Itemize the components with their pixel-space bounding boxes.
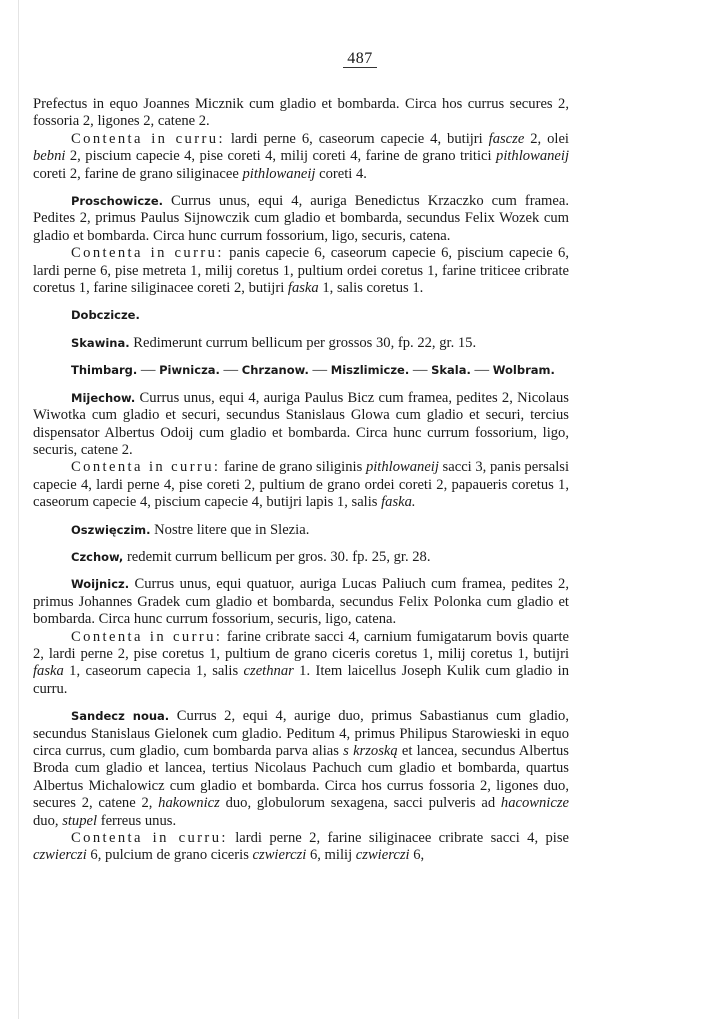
italic-term: czethnar: [243, 663, 294, 680]
paragraph: [33, 390, 569, 460]
text-run: Currus unus, equi 4, auriga Paulus Bicz cum framea, pedites 2, Nicolaus Wiwotka cum gladio et securi, secundus Stanislaus Glowa cum gladio et securi, tercius dispensator Albertus Odoij cum gladio et bombarda. Circa hunc currum fossorium, ligo, securis, catene 2.: [33, 389, 569, 458]
text-run: farine cribrate sacci 4, carnium fumigatarum bovis quarte 2, lardi perne 2, pise coretus 1, pultium de grano ciceris coretus 1, milij coretus 1, butijri: [33, 628, 569, 662]
italic-term: hacownicze: [500, 795, 569, 812]
contenta-heading: Contenta in curru:: [71, 130, 225, 147]
place-heading: Skala.: [431, 363, 471, 378]
place-heading: Wolbram.: [492, 363, 555, 378]
paragraph: [33, 830, 569, 865]
text-run: 2, olei: [524, 130, 569, 147]
italic-term: faska: [287, 280, 319, 297]
place-heading: Proschowicze.: [71, 194, 163, 209]
page-number: [0, 50, 720, 68]
text-run: —: [470, 362, 493, 379]
contenta-heading: Contenta in curru:: [71, 628, 223, 645]
text-run: farine de grano siliginis: [220, 459, 366, 476]
italic-term: pithlowaneij: [365, 459, 439, 476]
text-run: —: [137, 362, 160, 379]
text-run: ferreus unus.: [97, 812, 177, 829]
paragraph: [33, 459, 569, 511]
italic-term: pithlowaneij: [242, 165, 316, 182]
text-run: Currus 2, equi 4, aurige duo, primus Sabastianus cum gladio, secundus Stanislaus Gielonek cum gladio. Peditum 4, primus Philipus Starowieski in equo circa currus, cum gladio, cum bombarda parva alias: [33, 708, 569, 759]
paragraph: [33, 96, 569, 131]
text-run: —: [409, 362, 432, 379]
italic-term: faska: [33, 663, 64, 680]
text-run: sacci 3, panis persalsi capecie 4, lardi perne 4, pise coreti 2, pultium de grano ordei coreti 2, papaueris coretus 1, caseorum capecie 4, piscium capecie 4, butijri lapis 1, salis: [33, 459, 570, 511]
contenta-heading: Contenta in curru:: [71, 459, 221, 476]
text-run: 1, caseorum capecia 1, salis: [63, 663, 244, 680]
place-heading: Mijechow.: [71, 390, 136, 405]
italic-term: fascze: [488, 130, 525, 147]
place-heading: Dobczicze.: [71, 308, 140, 323]
text-run: Currus unus, equi 4, auriga Benedictus Krzaczko cum framea. Pedites 2, primus Paulus Sijnowczik cum gladio et bombarda, secundus Felix Wozek cum gladio et bombarda. Circa hunc currum fossorium, ligo, securis, catena.: [33, 193, 569, 244]
text-run: lardi perne 2, farine siliginacee cribrate sacci 4, pise: [227, 830, 569, 847]
paragraph: [33, 245, 569, 297]
place-heading: Thimbarg.: [71, 363, 138, 378]
page-number-text: 487: [343, 50, 377, 68]
place-heading: Czchow,: [71, 549, 124, 564]
text-run: duo, globulorum sexagena, sacci pulveris ad: [219, 795, 501, 812]
italic-term: czwierczi: [355, 847, 410, 864]
text-run: 1, salis coretus 1.: [318, 280, 424, 297]
italic-term: bebni: [33, 148, 66, 165]
place-heading: Sandecz noua.: [71, 709, 170, 724]
text-run: Nostre litere que in Slezia.: [150, 521, 310, 538]
paragraph: [33, 549, 569, 566]
paragraph: [33, 307, 569, 324]
paragraph: [33, 522, 569, 539]
text-run: coreti 2, farine de grano siliginacee: [33, 165, 243, 182]
paragraph: [33, 193, 569, 245]
paragraph: [33, 576, 569, 628]
text-run: redemit currum bellicum per gros. 30. fp. 25, gr. 28.: [123, 548, 431, 565]
text-run: Prefectus in equo Joannes Micznik cum gladio et bombarda. Circa hos currus secures 2, fossoria 2, ligones 2, catene 2.: [33, 96, 569, 130]
italic-term: pithlowaneij: [496, 148, 569, 165]
contenta-heading: Contenta in curru:: [71, 245, 224, 262]
place-heading: Chrzanow.: [241, 363, 309, 378]
text-run: lardi perne 6, caseorum capecie 4, butijri: [224, 130, 489, 147]
place-heading: Oszwięczim.: [71, 522, 151, 537]
text-run: —: [308, 362, 331, 379]
text-run: Redimerunt currum bellicum per grossos 30, fp. 22, gr. 15.: [129, 334, 477, 351]
contenta-heading: Contenta in curru:: [71, 830, 228, 847]
place-heading: Miszlimicze.: [330, 363, 410, 378]
italic-term: faska.: [381, 494, 416, 511]
paragraph: [33, 335, 569, 352]
italic-term: s krzoską: [343, 743, 398, 759]
text-run: coreti 4.: [315, 165, 367, 182]
text-run: —: [219, 362, 242, 379]
text-run: et lancea, secundus Albertus Broda cum gladio et lancea, tertius Nicolaus Pachuch cum gladio et bombarda, quartus Albertus Michalowicz cum gladio et bombarda. Circa hos currus fossoria 2, ligones duo, secures 2, catene 2,: [33, 743, 569, 812]
paragraph: [33, 362, 569, 379]
italic-term: stupel: [62, 812, 98, 829]
italic-term: czwierczi: [252, 847, 307, 864]
text-run: duo,: [33, 812, 63, 829]
page-edge-shadow: [18, 0, 19, 1019]
text-run: 6, milij: [306, 847, 356, 864]
text-run: 1. Item laicellus Joseph Kulik cum gladio in curru.: [33, 663, 569, 697]
text-run: 6,: [409, 847, 425, 864]
italic-term: czwierczi: [33, 847, 87, 864]
paragraph: [33, 708, 569, 830]
document-body: [33, 96, 569, 865]
paragraph: [33, 131, 569, 183]
place-heading: Piwnicza.: [159, 363, 220, 378]
italic-term: hakownicz: [158, 795, 220, 812]
place-heading: Woijnicz.: [71, 577, 130, 592]
text-run: 2, piscium capecie 4, pise coreti 4, milij coreti 4, farine de grano tritici: [65, 148, 497, 165]
paragraph: [33, 629, 569, 699]
text-run: 6, pulcium de grano ciceris: [86, 847, 253, 864]
text-run: panis capecie 6, caseorum capecie 6, piscium capecie 6, lardi perne 6, pise metreta 1, milij coretus 1, pultium ordei coretus 1, farine triticee cribrate coretus 1, farine siliginacee coreti 2, butijri: [33, 245, 569, 297]
place-heading: Skawina.: [71, 335, 130, 350]
text-run: Currus unus, equi quatuor, auriga Lucas Paliuch cum framea, pedites 2, primus Johannes Gradek cum gladio et bombarda, secundus Felix Polonka cum gladio et bombarda. Circa hunc currum fossorium, securis, ligo, catena.: [33, 576, 569, 628]
